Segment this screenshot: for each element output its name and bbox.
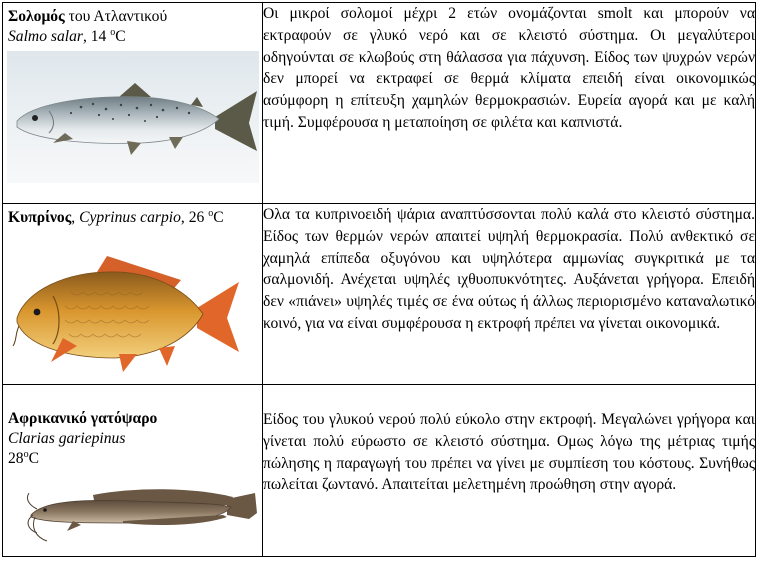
carp-heading — [3, 204, 262, 228]
catfish-unit: C — [28, 450, 39, 467]
table-row-carp — [3, 204, 756, 385]
catfish-latin: Clarias gariepinus — [8, 430, 126, 447]
salmon-heading — [3, 3, 262, 47]
fish-species-table — [2, 2, 756, 557]
catfish-info-cell — [3, 385, 263, 557]
catfish-description: Είδος του γλυκού νερού πολύ εύκολο στην εκτροφή. Μεγαλώνει γρήγορα και γίνεται πολύ εύρωστο σε κλειστό σύστημα. Ομως λόγω της μέτριας τιμής πώλησης η παραγωγή του πρέπει να γίνει με συμπίεση του κόστους. Συνήθως πωλείται ζωντανό. Απαιτείται μελετημένη προώθηση στην αγορά. — [263, 385, 756, 557]
carp-unit: C — [213, 209, 224, 226]
salmon-degree: ο — [110, 26, 116, 38]
table-row-catfish — [3, 385, 756, 557]
carp-degree: ο — [208, 207, 214, 219]
carp-name-sep: , — [71, 209, 80, 226]
catfish-temp: 28 — [8, 450, 24, 467]
carp-illustration — [11, 252, 243, 376]
salmon-name-suffix: του Ατλαντικού — [64, 8, 168, 25]
carp-latin: Cyprinus carpio — [79, 209, 181, 226]
carp-info-cell — [3, 204, 263, 385]
salmon-latin: Salmo salar — [8, 28, 83, 45]
table-row-salmon — [3, 3, 756, 204]
catfish-name: Αφρικανικό γατόψαρο — [8, 410, 158, 427]
carp-name: Κυπρίνος — [8, 209, 72, 226]
salmon-name: Σολομός — [8, 8, 65, 25]
salmon-illustration — [11, 77, 261, 169]
salmon-unit: C — [115, 28, 126, 45]
catfish-illustration — [23, 485, 259, 547]
salmon-description: Οι μικροί σολομοί μέχρι 2 ετών ονομάζονται smolt και μπορούν να εκτραφούν σε γλυκό νερό και σε κλειστό σύστημα. Οι μεγαλύτεροι οδηγούνται σε κλωβούς στη θάλασσα για πάχυνση. Είδος των ψυχρών νερών δεν μπορεί να εκτραφεί σε θερμά κλίματα επειδή είναι οικονομικώς ασύμφορη η επίτευξη χαμηλών θερμοκρασιών. Ευρεία αγορά και με καλή τιμή. Συμφέρουσα η μεταποίηση σε φιλέτα και καπνιστά. — [263, 3, 756, 204]
carp-description: Ολα τα κυπρινοειδή ψάρια αναπτύσσονται πολύ καλά στο κλειστό σύστημα. Είδος των θερμών νερών απαιτεί υψηλή θερμοκρασία. Πολύ ανθεκτικό σε χαμηλά επίπεδα οξυγόνου και υψηλότερα αμμωνίας συγκριτικά με τα σαλμονιδή. Ανέχεται υψηλές ιχθυοπυκνότητες. Αυξάνεται γρήγορα. Επειδή δεν «πιάνει» υψηλές τιμές σε ένα ούτως ή άλλως περιορισμένο καταναλωτικό κοινό, για να είναι συμφέρουσα η εκτροφή πρέπει να γίνεται οικονομικά. — [263, 204, 756, 385]
salmon-info-cell — [3, 3, 263, 204]
catfish-degree: ο — [23, 448, 29, 460]
salmon-temp: , 14 — [82, 28, 111, 45]
catfish-heading — [3, 385, 262, 469]
carp-temp: , 26 — [180, 209, 209, 226]
